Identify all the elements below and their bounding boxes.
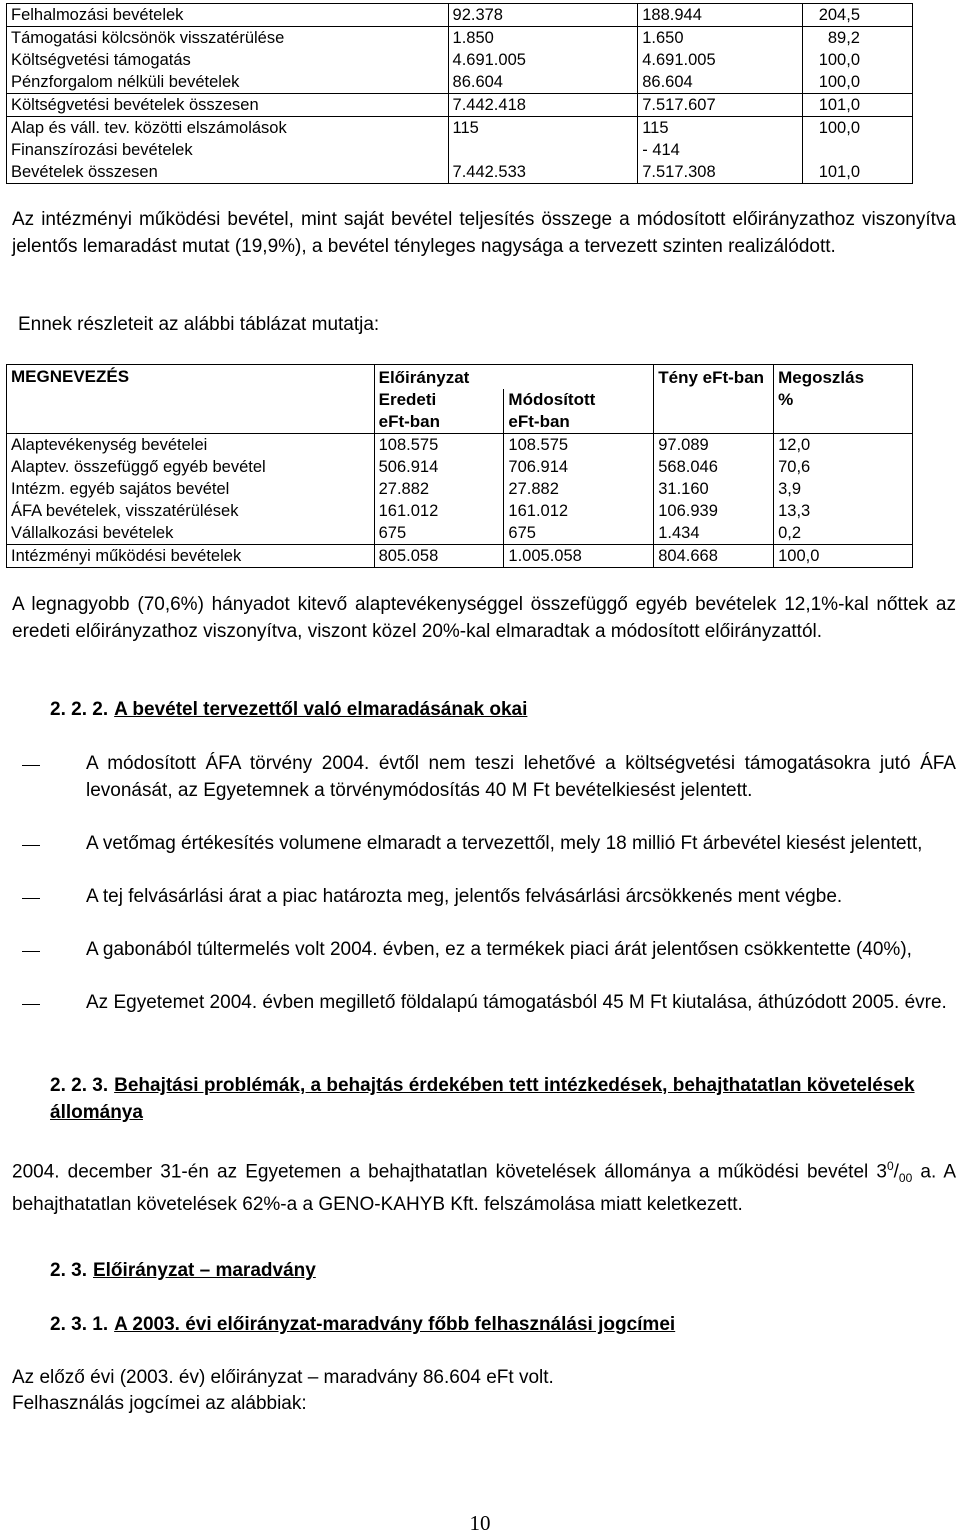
- dash-bullet-icon: [22, 845, 40, 846]
- cell-value: 188.944: [638, 4, 803, 27]
- dash-bullet-icon: [22, 951, 40, 952]
- section-heading-2-3-1: [50, 1314, 675, 1336]
- list-item: A gabonából túltermelés volt 2004. évben, ez a termékek piaci árát jelentősen csökkentette (40%),: [86, 939, 912, 960]
- page-number: 10: [469, 1511, 491, 1535]
- cell-value: 115 7.442.533: [448, 117, 638, 184]
- paragraph-institutional-revenue: Az intézményi működési bevétel, mint saját bevétel teljesítés összege a módosított előirányzathoz viszonyítva jelentős lemaradást mutat (19,9%), a bevétel tényleges nagysága a tervezett szinten realizálódott.: [12, 209, 956, 257]
- list-item: A módosított ÁFA törvény 2004. évtől nem teszi lehetővé a költségvetési támogatásokra jutó ÁFA levonását, az Egyetemnek a törvénymódosítás 40 M Ft bevételkiesést jelentett.: [86, 753, 956, 801]
- row-label: Támogatási kölcsönök visszatérülése Költségvetési támogatás Pénzforgalom nélküli bevételek: [7, 27, 449, 94]
- table-row: [7, 434, 913, 545]
- section-number: 2. 3.: [50, 1260, 87, 1281]
- section-title: A bevétel tervezettől való elmaradásának okai: [114, 699, 528, 720]
- paragraph-remainder: Az előző évi (2003. év) előirányzat – maradvány 86.604 eFt volt. Felhasználás jogcímei az alábbiak:: [12, 1367, 554, 1414]
- total-megoszlas: 100,0: [774, 545, 913, 568]
- institutional-revenue-table: [6, 364, 913, 568]
- cell-value: 92.378: [448, 4, 638, 27]
- summary-revenue-table: [6, 3, 913, 184]
- text-part: /: [893, 1161, 899, 1183]
- section-number: 2. 3. 1.: [50, 1314, 109, 1335]
- text-part: a. A behajthatatlan követelések 62%-a a GENO-KAHYB Kft. felszámolása miatt keletkezett.: [12, 1161, 957, 1215]
- cell-value: 1.850 4.691.005 86.604: [448, 27, 638, 94]
- table-row: [7, 117, 913, 184]
- header-spacer: [7, 389, 375, 434]
- table-total-row: [7, 545, 913, 568]
- section-title: A 2003. évi előirányzat-maradvány főbb felhasználási jogcímei: [114, 1314, 676, 1335]
- dash-bullet-icon: [22, 1004, 40, 1005]
- dash-bullet-icon: [22, 765, 40, 766]
- section-heading-2-2-2: [50, 699, 527, 721]
- section-heading-2-2-3: [50, 1072, 930, 1126]
- subscript: 00: [898, 1171, 913, 1186]
- cell-value: 7.517.607: [638, 94, 803, 117]
- total-modositott: 1.005.058: [504, 545, 654, 568]
- col-megoszlas-values: 12,0 70,6 3,9 13,3 0,2: [774, 434, 913, 545]
- superscript: 0: [886, 1159, 894, 1173]
- cell-value: 89,2 100,0 100,0: [803, 27, 913, 94]
- section-number: 2. 2. 3.: [50, 1075, 109, 1096]
- col-header-eredeti: Eredeti eFt-ban: [374, 389, 504, 434]
- row-label: Alap és váll. tev. közötti elszámolások Finanszírozási bevételek Bevételek összesen: [7, 117, 449, 184]
- col-header-teny: Tény eFt-ban: [654, 365, 774, 434]
- section-title: Behajtási problémák, a behajtás érdekében tett intézkedések, behajthatatlan követelések állománya: [50, 1075, 915, 1123]
- col-header-eloiranyzat: Előirányzat: [374, 365, 654, 390]
- paragraph-uncollectible-receivables: [12, 1153, 956, 1218]
- total-eredeti: 805.058: [374, 545, 504, 568]
- dash-bullet-icon: [22, 898, 40, 899]
- col-header-modositott: Módosított eFt-ban: [504, 389, 654, 434]
- col-teny-values: 97.089 568.046 31.160 106.939 1.434: [654, 434, 774, 545]
- table-header-row: [7, 365, 913, 390]
- cell-value: 7.442.418: [448, 94, 638, 117]
- col-eredeti-values: 108.575 506.914 27.882 161.012 675: [374, 434, 504, 545]
- cell-value: 101,0: [803, 94, 913, 117]
- row-label: Felhalmozási bevételek: [7, 4, 449, 27]
- table-intro: Ennek részleteit az alábbi táblázat mutatja:: [18, 314, 380, 335]
- paragraph-largest-share: A legnagyobb (70,6%) hányadot kitevő alaptevékenységgel összefüggő egyéb bevételek 12,1%-kal nőttek az eredeti előirányzathoz viszonyítva, viszont közel 20%-kal elmaradtak a módosított előirányzattól.: [12, 594, 956, 642]
- total-teny: 804.668: [654, 545, 774, 568]
- section-title: Előirányzat – maradvány: [92, 1260, 316, 1281]
- col-header-megnevezes: MEGNEVEZÉS: [7, 365, 375, 390]
- cell-value: 100,0 101,0: [803, 117, 913, 184]
- section-heading-2-3: [50, 1260, 316, 1282]
- col-modositott-values: 108.575 706.914 27.882 161.012 675: [504, 434, 654, 545]
- row-label: Költségvetési bevételek összesen: [7, 94, 449, 117]
- row-labels: Alaptevékenység bevételei Alaptev. összefüggő egyéb bevétel Intézm. egyéb sajátos bevétel ÁFA bevételek, visszatérülések Vállalkozási bevételek: [7, 434, 375, 545]
- cell-value: 115 - 414 7.517.308: [638, 117, 803, 184]
- cell-value: 204,5: [803, 4, 913, 27]
- list-item: Az Egyetemet 2004. évben megillető földalapú támogatásból 45 M Ft kiutalása, áthúzódott 2005. évre.: [86, 992, 947, 1013]
- list-item: A tej felvásárlási árat a piac határozta meg, jelentős felvásárlási árcsökkenés ment végbe.: [86, 886, 843, 907]
- total-label: Intézményi működési bevételek: [7, 545, 375, 568]
- list-item: A vetőmag értékesítés volumene elmaradt a tervezettől, mely 18 millió Ft árbevétel kiesést jelentett,: [86, 833, 923, 854]
- cell-value: 1.650 4.691.005 86.604: [638, 27, 803, 94]
- text-part: 2004. december 31-én az Egyetemen a behajthatatlan követelések állománya a működési bevétel 3: [12, 1161, 887, 1183]
- col-header-megoszlas: Megoszlás %: [774, 365, 913, 434]
- table-row: [7, 94, 913, 117]
- table-row: [7, 4, 913, 27]
- table-row: [7, 27, 913, 94]
- section-number: 2. 2. 2.: [50, 699, 109, 720]
